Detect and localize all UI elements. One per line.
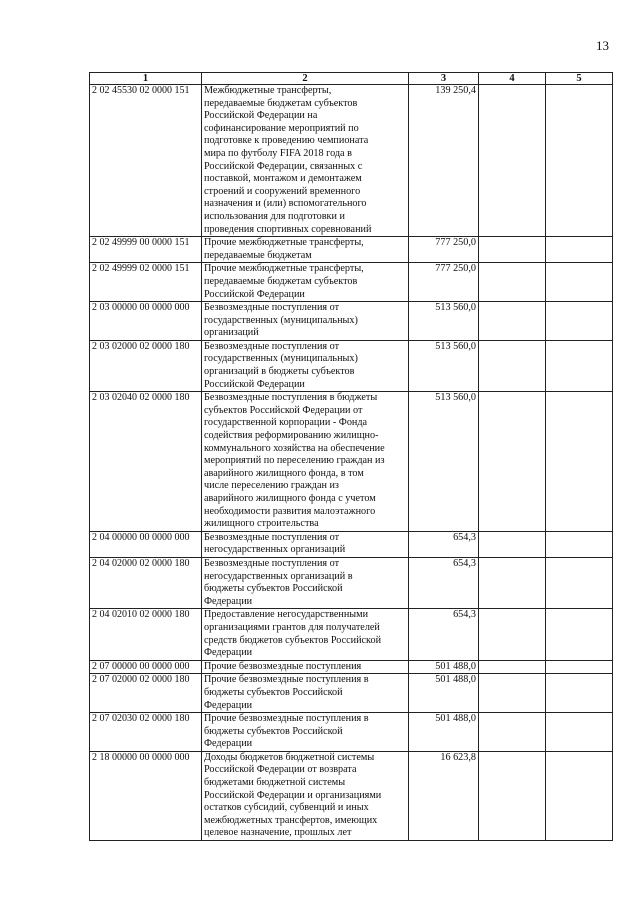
amount-cell: 654,3 <box>409 531 479 557</box>
table-row <box>90 302 613 341</box>
revenue-name-cell <box>202 392 409 532</box>
revenue-name-line: назначения и (или) вспомогательного <box>204 198 367 210</box>
amount-cell: 139 250,4 <box>409 85 479 237</box>
revenue-name-line: Федерации <box>204 647 253 659</box>
empty-cell-col-5 <box>546 302 613 341</box>
revenue-name-line: аварийного жилищного фонда, в том <box>204 467 364 479</box>
revenue-name-line: Прочие межбюджетные трансферты, <box>204 237 364 249</box>
empty-cell-col-5 <box>546 340 613 391</box>
empty-cell-col-5 <box>546 674 613 713</box>
amount-cell: 777 250,0 <box>409 263 479 302</box>
revenue-name-line: Российской Федерации и организациями <box>204 789 382 801</box>
amount-cell: 513 560,0 <box>409 340 479 391</box>
revenue-name-cell <box>202 557 409 608</box>
amount-cell: 513 560,0 <box>409 302 479 341</box>
revenue-name-line: передаваемые бюджетам субъектов <box>204 97 358 109</box>
empty-cell-col-4 <box>479 237 546 263</box>
table-row <box>90 751 613 840</box>
revenue-name-line: мира по футболу FIFA 2018 года в <box>204 147 352 159</box>
budget-revenue-table <box>89 72 613 841</box>
table-row <box>90 713 613 752</box>
empty-cell-col-4 <box>479 674 546 713</box>
revenue-name-cell <box>202 263 409 302</box>
empty-cell-col-4 <box>479 557 546 608</box>
table-row <box>90 263 613 302</box>
empty-cell-col-4 <box>479 340 546 391</box>
empty-cell-col-4 <box>479 392 546 532</box>
revenue-name-line: передаваемые бюджетам субъектов <box>204 275 358 287</box>
revenue-code-cell: 2 02 49999 00 0000 151 <box>90 237 202 263</box>
revenue-name-line: организациями грантов для получателей <box>204 621 380 633</box>
revenue-name-line: негосударственных организаций в <box>204 570 353 582</box>
revenue-name-cell <box>202 237 409 263</box>
revenue-code-cell: 2 07 02000 02 0000 180 <box>90 674 202 713</box>
revenue-name-line: негосударственных организаций <box>204 544 346 556</box>
revenue-name-line: Прочие безвозмездные поступления в <box>204 713 369 725</box>
revenue-name-line: жилищного строительства <box>204 518 319 530</box>
revenue-name-line: Прочие безвозмездные поступления <box>204 660 362 672</box>
revenue-name-line: Безвозмездные поступления от <box>204 340 340 352</box>
revenue-name-line: софинансирование мероприятий по <box>204 122 359 134</box>
empty-cell-col-5 <box>546 609 613 660</box>
empty-cell-col-5 <box>546 392 613 532</box>
revenue-name-line: Российской Федерации на <box>204 110 318 122</box>
revenue-code-cell: 2 07 02030 02 0000 180 <box>90 713 202 752</box>
revenue-name-line: Безвозмездные поступления от <box>204 557 340 569</box>
amount-cell: 654,3 <box>409 557 479 608</box>
revenue-name-line: государственной корпорации - Фонда <box>204 417 368 429</box>
empty-cell-col-4 <box>479 660 546 674</box>
table-row <box>90 392 613 532</box>
revenue-name-line: субъектов Российской Федерации от <box>204 404 363 416</box>
page-number: 13 <box>596 38 609 53</box>
empty-cell-col-4 <box>479 713 546 752</box>
revenue-name-line: Предоставление негосударственными <box>204 609 369 621</box>
revenue-code-cell: 2 03 02000 02 0000 180 <box>90 340 202 391</box>
revenue-name-cell <box>202 660 409 674</box>
revenue-name-line: бюджеты субъектов Российской <box>204 686 343 698</box>
table-row <box>90 660 613 674</box>
table-row <box>90 674 613 713</box>
revenue-name-line: Федерации <box>204 595 253 607</box>
amount-cell: 501 488,0 <box>409 713 479 752</box>
revenue-name-line: мероприятий по переселению граждан из <box>204 455 385 467</box>
revenue-code-cell: 2 02 45530 02 0000 151 <box>90 85 202 237</box>
revenue-code-cell: 2 07 00000 00 0000 000 <box>90 660 202 674</box>
revenue-name-line: аварийного жилищного фонда с учетом <box>204 493 376 504</box>
revenue-name-line: подготовке к проведению чемпионата <box>204 135 369 147</box>
revenue-name-line: организаций <box>204 327 259 339</box>
empty-cell-col-4 <box>479 531 546 557</box>
revenue-name-line: государственных (муниципальных) <box>204 314 358 326</box>
revenue-code-cell: 2 04 00000 00 0000 000 <box>90 531 202 557</box>
table-row <box>90 340 613 391</box>
amount-cell: 654,3 <box>409 609 479 660</box>
revenue-name-line: Прочие безвозмездные поступления в <box>204 674 369 686</box>
revenue-name-line: числе переселению граждан из <box>204 480 339 492</box>
revenue-name-line: использования для подготовки и <box>204 210 345 222</box>
empty-cell-col-5 <box>546 660 613 674</box>
table-row <box>90 609 613 660</box>
revenue-code-cell: 2 04 02000 02 0000 180 <box>90 557 202 608</box>
revenue-name-line: содействия реформированию жилищно- <box>204 430 379 442</box>
revenue-name-line: Российской Федерации от возврата <box>204 764 357 776</box>
revenue-name-cell <box>202 531 409 557</box>
column-header-2: 2 <box>202 73 409 85</box>
revenue-name-cell <box>202 609 409 660</box>
revenue-name-line: межбюджетных трансфертов, имеющих <box>204 814 378 826</box>
revenue-name-line: средств бюджетов субъектов Российской <box>204 634 382 646</box>
revenue-name-line: поставкой, монтажом и демонтажем <box>204 173 362 185</box>
revenue-code-cell: 2 02 49999 02 0000 151 <box>90 263 202 302</box>
table-header <box>90 73 613 85</box>
revenue-name-cell <box>202 85 409 237</box>
revenue-name-line: бюджеты субъектов Российской <box>204 583 343 595</box>
revenue-name-line: проведения спортивных соревнований <box>204 223 372 235</box>
empty-cell-col-5 <box>546 237 613 263</box>
revenue-name-line: Российской Федерации <box>204 378 305 390</box>
revenue-name-cell <box>202 674 409 713</box>
amount-cell: 501 488,0 <box>409 660 479 674</box>
table-body <box>90 85 613 841</box>
revenue-name-cell <box>202 713 409 752</box>
column-header-1: 1 <box>90 73 202 85</box>
revenue-name-cell <box>202 340 409 391</box>
amount-cell: 777 250,0 <box>409 237 479 263</box>
column-header-4: 4 <box>479 73 546 85</box>
empty-cell-col-4 <box>479 609 546 660</box>
revenue-name-line: Безвозмездные поступления в бюджеты <box>204 392 378 404</box>
revenue-name-line: государственных (муниципальных) <box>204 353 358 365</box>
empty-cell-col-4 <box>479 85 546 237</box>
column-header-5: 5 <box>546 73 613 85</box>
revenue-code-cell: 2 03 02040 02 0000 180 <box>90 392 202 532</box>
amount-cell: 16 623,8 <box>409 751 479 840</box>
revenue-name-line: коммунального хозяйства на обеспечение <box>204 442 385 454</box>
revenue-name-line: Межбюджетные трансферты, <box>204 85 332 96</box>
revenue-name-line: Прочие межбюджетные трансферты, <box>204 263 364 275</box>
revenue-name-line: Безвозмездные поступления от <box>204 302 340 314</box>
empty-cell-col-5 <box>546 713 613 752</box>
empty-cell-col-5 <box>546 557 613 608</box>
revenue-name-line: целевое назначение, прошлых лет <box>204 827 352 839</box>
revenue-code-cell: 2 04 02010 02 0000 180 <box>90 609 202 660</box>
revenue-code-cell: 2 18 00000 00 0000 000 <box>90 751 202 840</box>
empty-cell-col-5 <box>546 263 613 302</box>
revenue-name-line: Доходы бюджетов бюджетной системы <box>204 751 375 763</box>
table-row <box>90 237 613 263</box>
revenue-name-line: Федерации <box>204 738 253 750</box>
empty-cell-col-5 <box>546 751 613 840</box>
revenue-name-line: передаваемые бюджетам <box>204 249 312 261</box>
amount-cell: 501 488,0 <box>409 674 479 713</box>
table-row <box>90 531 613 557</box>
table-row <box>90 557 613 608</box>
amount-cell: 513 560,0 <box>409 392 479 532</box>
table-row <box>90 85 613 237</box>
revenue-name-line: необходимости развития малоэтажного <box>204 505 376 517</box>
revenue-name-line: Российской Федерации <box>204 288 305 300</box>
revenue-name-line: бюджеты субъектов Российской <box>204 725 343 737</box>
empty-cell-col-4 <box>479 263 546 302</box>
column-header-3: 3 <box>409 73 479 85</box>
empty-cell-col-4 <box>479 302 546 341</box>
revenue-code-cell: 2 03 00000 00 0000 000 <box>90 302 202 341</box>
revenue-name-cell <box>202 751 409 840</box>
empty-cell-col-4 <box>479 751 546 840</box>
revenue-name-line: организаций в бюджеты субъектов <box>204 366 355 378</box>
header-row <box>90 73 613 85</box>
revenue-name-line: Федерации <box>204 699 253 711</box>
revenue-name-line: остатков субсидий, субвенций и иных <box>204 802 369 814</box>
revenue-name-cell <box>202 302 409 341</box>
revenue-name-line: строений и сооружений временного <box>204 185 361 197</box>
revenue-name-line: бюджетами бюджетной системы <box>204 777 346 789</box>
revenue-name-line: Безвозмездные поступления от <box>204 531 340 543</box>
empty-cell-col-5 <box>546 85 613 237</box>
empty-cell-col-5 <box>546 531 613 557</box>
revenue-name-line: Российской Федерации, связанных с <box>204 160 363 172</box>
